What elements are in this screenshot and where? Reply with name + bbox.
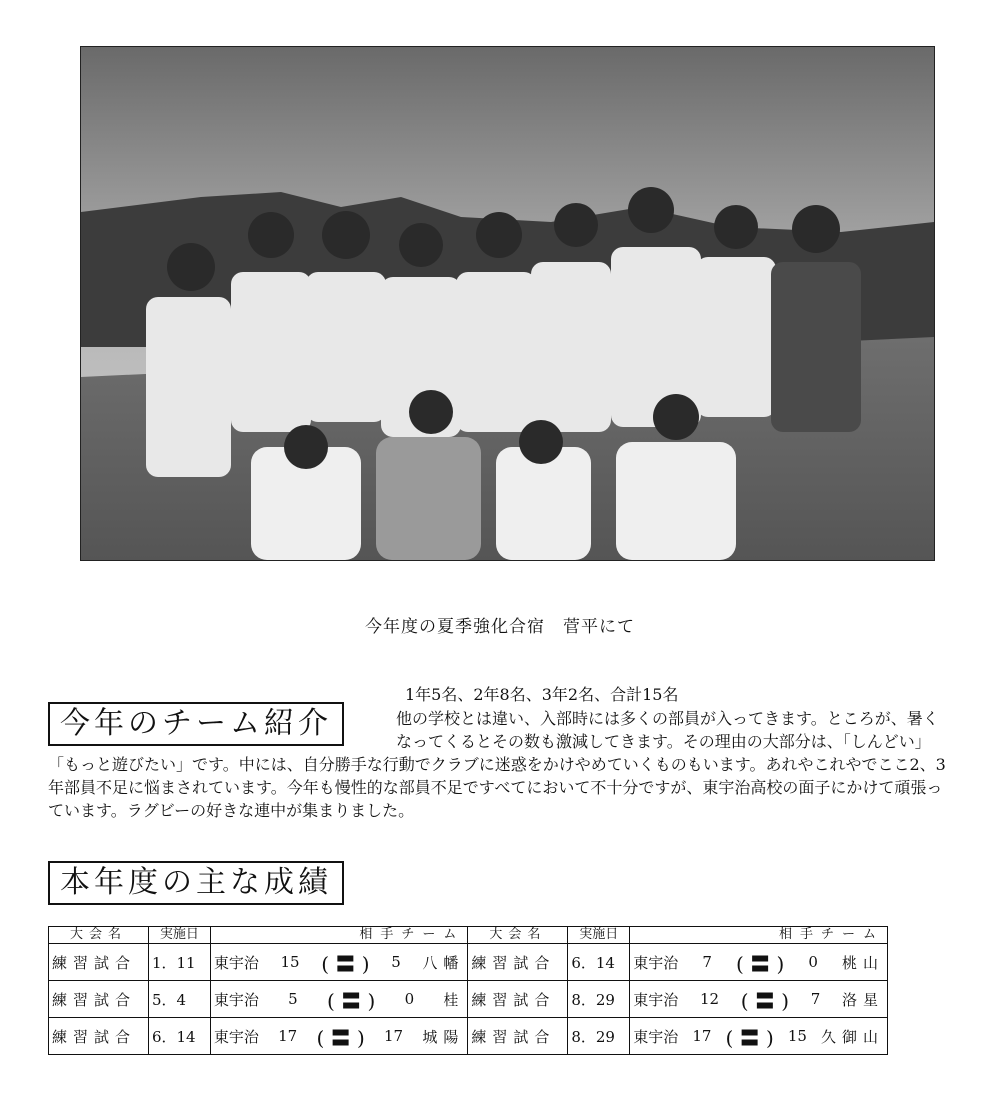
team-name: 東宇治 xyxy=(213,990,259,1009)
team-intro-body: 他の学校とは違い、入部時には多くの部員が入ってきます。ところが、暑くなってくるとその数も激減してきます。その理由の大部分は、「しんどい」「もっと遊びたい」です。中には、自分勝手な行動でクラブに迷惑をかけやめていくものもいます。あれやこれやでここ2、3年部員不足に悩まされています。今年も慢性的な部員不足ですべてにおいて不十分ですが、東宇治高校の面子にかけて頑張っています。ラグビーの好きな連中が集まりました。 xyxy=(48,709,946,820)
opponent-score: 5 xyxy=(391,953,401,971)
team-score: 17 xyxy=(278,1027,298,1045)
tournament-cell: 練習試合 xyxy=(468,981,568,1018)
score-cell xyxy=(630,944,888,981)
tournament-cell: 練習試合 xyxy=(49,944,149,981)
team-name: 東宇治 xyxy=(633,1027,679,1046)
team-name: 東宇治 xyxy=(213,953,259,972)
results-table xyxy=(48,926,888,1055)
date-cell: 6．14 xyxy=(568,944,630,981)
score-cell xyxy=(210,981,468,1018)
table-row xyxy=(49,944,888,981)
team-stats: 1年5名、2年8名、3年2名、合計15名 xyxy=(405,685,679,704)
tournament-cell: 練習試合 xyxy=(468,944,568,981)
score-cell xyxy=(630,1018,888,1055)
result-mark: ( 〓 ) xyxy=(740,988,790,1013)
opponent-name: 桃山 xyxy=(841,953,884,972)
team-score: 12 xyxy=(699,990,720,1008)
header-tournament-left: 大会名 xyxy=(49,927,149,944)
header-opponent-right: 相手チーム xyxy=(630,927,888,944)
opponent-score: 7 xyxy=(810,990,821,1008)
score-cell xyxy=(630,981,888,1018)
team-name: 東宇治 xyxy=(633,953,679,972)
heading-spacer xyxy=(48,707,396,753)
opponent-name: 八幡 xyxy=(422,953,465,972)
date-cell: 6．14 xyxy=(148,1018,210,1055)
table-row xyxy=(49,1018,888,1055)
opponent-name: 久御山 xyxy=(820,1027,884,1046)
team-intro-text xyxy=(48,707,953,822)
team-intro-heading: 今年のチーム紹介 xyxy=(48,702,344,746)
header-opponent-left: 相手チーム xyxy=(210,927,468,944)
header-date-right: 実施日 xyxy=(568,927,630,944)
result-mark: ( 〓 ) xyxy=(735,951,785,976)
results-header-row xyxy=(49,927,888,944)
team-score: 5 xyxy=(288,990,298,1008)
result-mark: ( 〓 ) xyxy=(725,1025,774,1050)
date-cell: 1．11 xyxy=(148,944,210,981)
team-photo xyxy=(80,46,935,561)
team-name: 東宇治 xyxy=(213,1027,259,1046)
opponent-name: 桂 xyxy=(443,990,465,1009)
team-photo-image xyxy=(81,47,934,560)
opponent-score: 17 xyxy=(384,1027,404,1045)
date-cell: 8．29 xyxy=(568,1018,630,1055)
opponent-score: 0 xyxy=(404,990,415,1008)
opponent-name: 洛星 xyxy=(841,990,884,1009)
tournament-cell: 練習試合 xyxy=(49,1018,149,1055)
tournament-cell: 練習試合 xyxy=(468,1018,568,1055)
opponent-score: 15 xyxy=(787,1027,807,1045)
date-cell: 5．4 xyxy=(148,981,210,1018)
header-tournament-right: 大会名 xyxy=(468,927,568,944)
date-cell: 8．29 xyxy=(568,981,630,1018)
header-date-left: 実施日 xyxy=(148,927,210,944)
team-name: 東宇治 xyxy=(633,990,679,1009)
photo-caption: 今年度の夏季強化合宿 菅平にて xyxy=(365,617,635,637)
result-mark: ( 〓 ) xyxy=(326,988,376,1013)
result-mark: ( 〓 ) xyxy=(316,1025,365,1050)
table-row xyxy=(49,981,888,1018)
opponent-name: 城陽 xyxy=(422,1027,465,1046)
team-score: 7 xyxy=(702,953,712,971)
score-cell xyxy=(210,1018,468,1055)
tournament-cell: 練習試合 xyxy=(49,981,149,1018)
result-mark: ( 〓 ) xyxy=(321,951,370,976)
team-score: 15 xyxy=(280,953,300,971)
results-heading: 本年度の主な成績 xyxy=(48,861,344,905)
team-score: 17 xyxy=(692,1027,712,1045)
score-cell xyxy=(210,944,468,981)
opponent-score: 0 xyxy=(808,953,818,971)
